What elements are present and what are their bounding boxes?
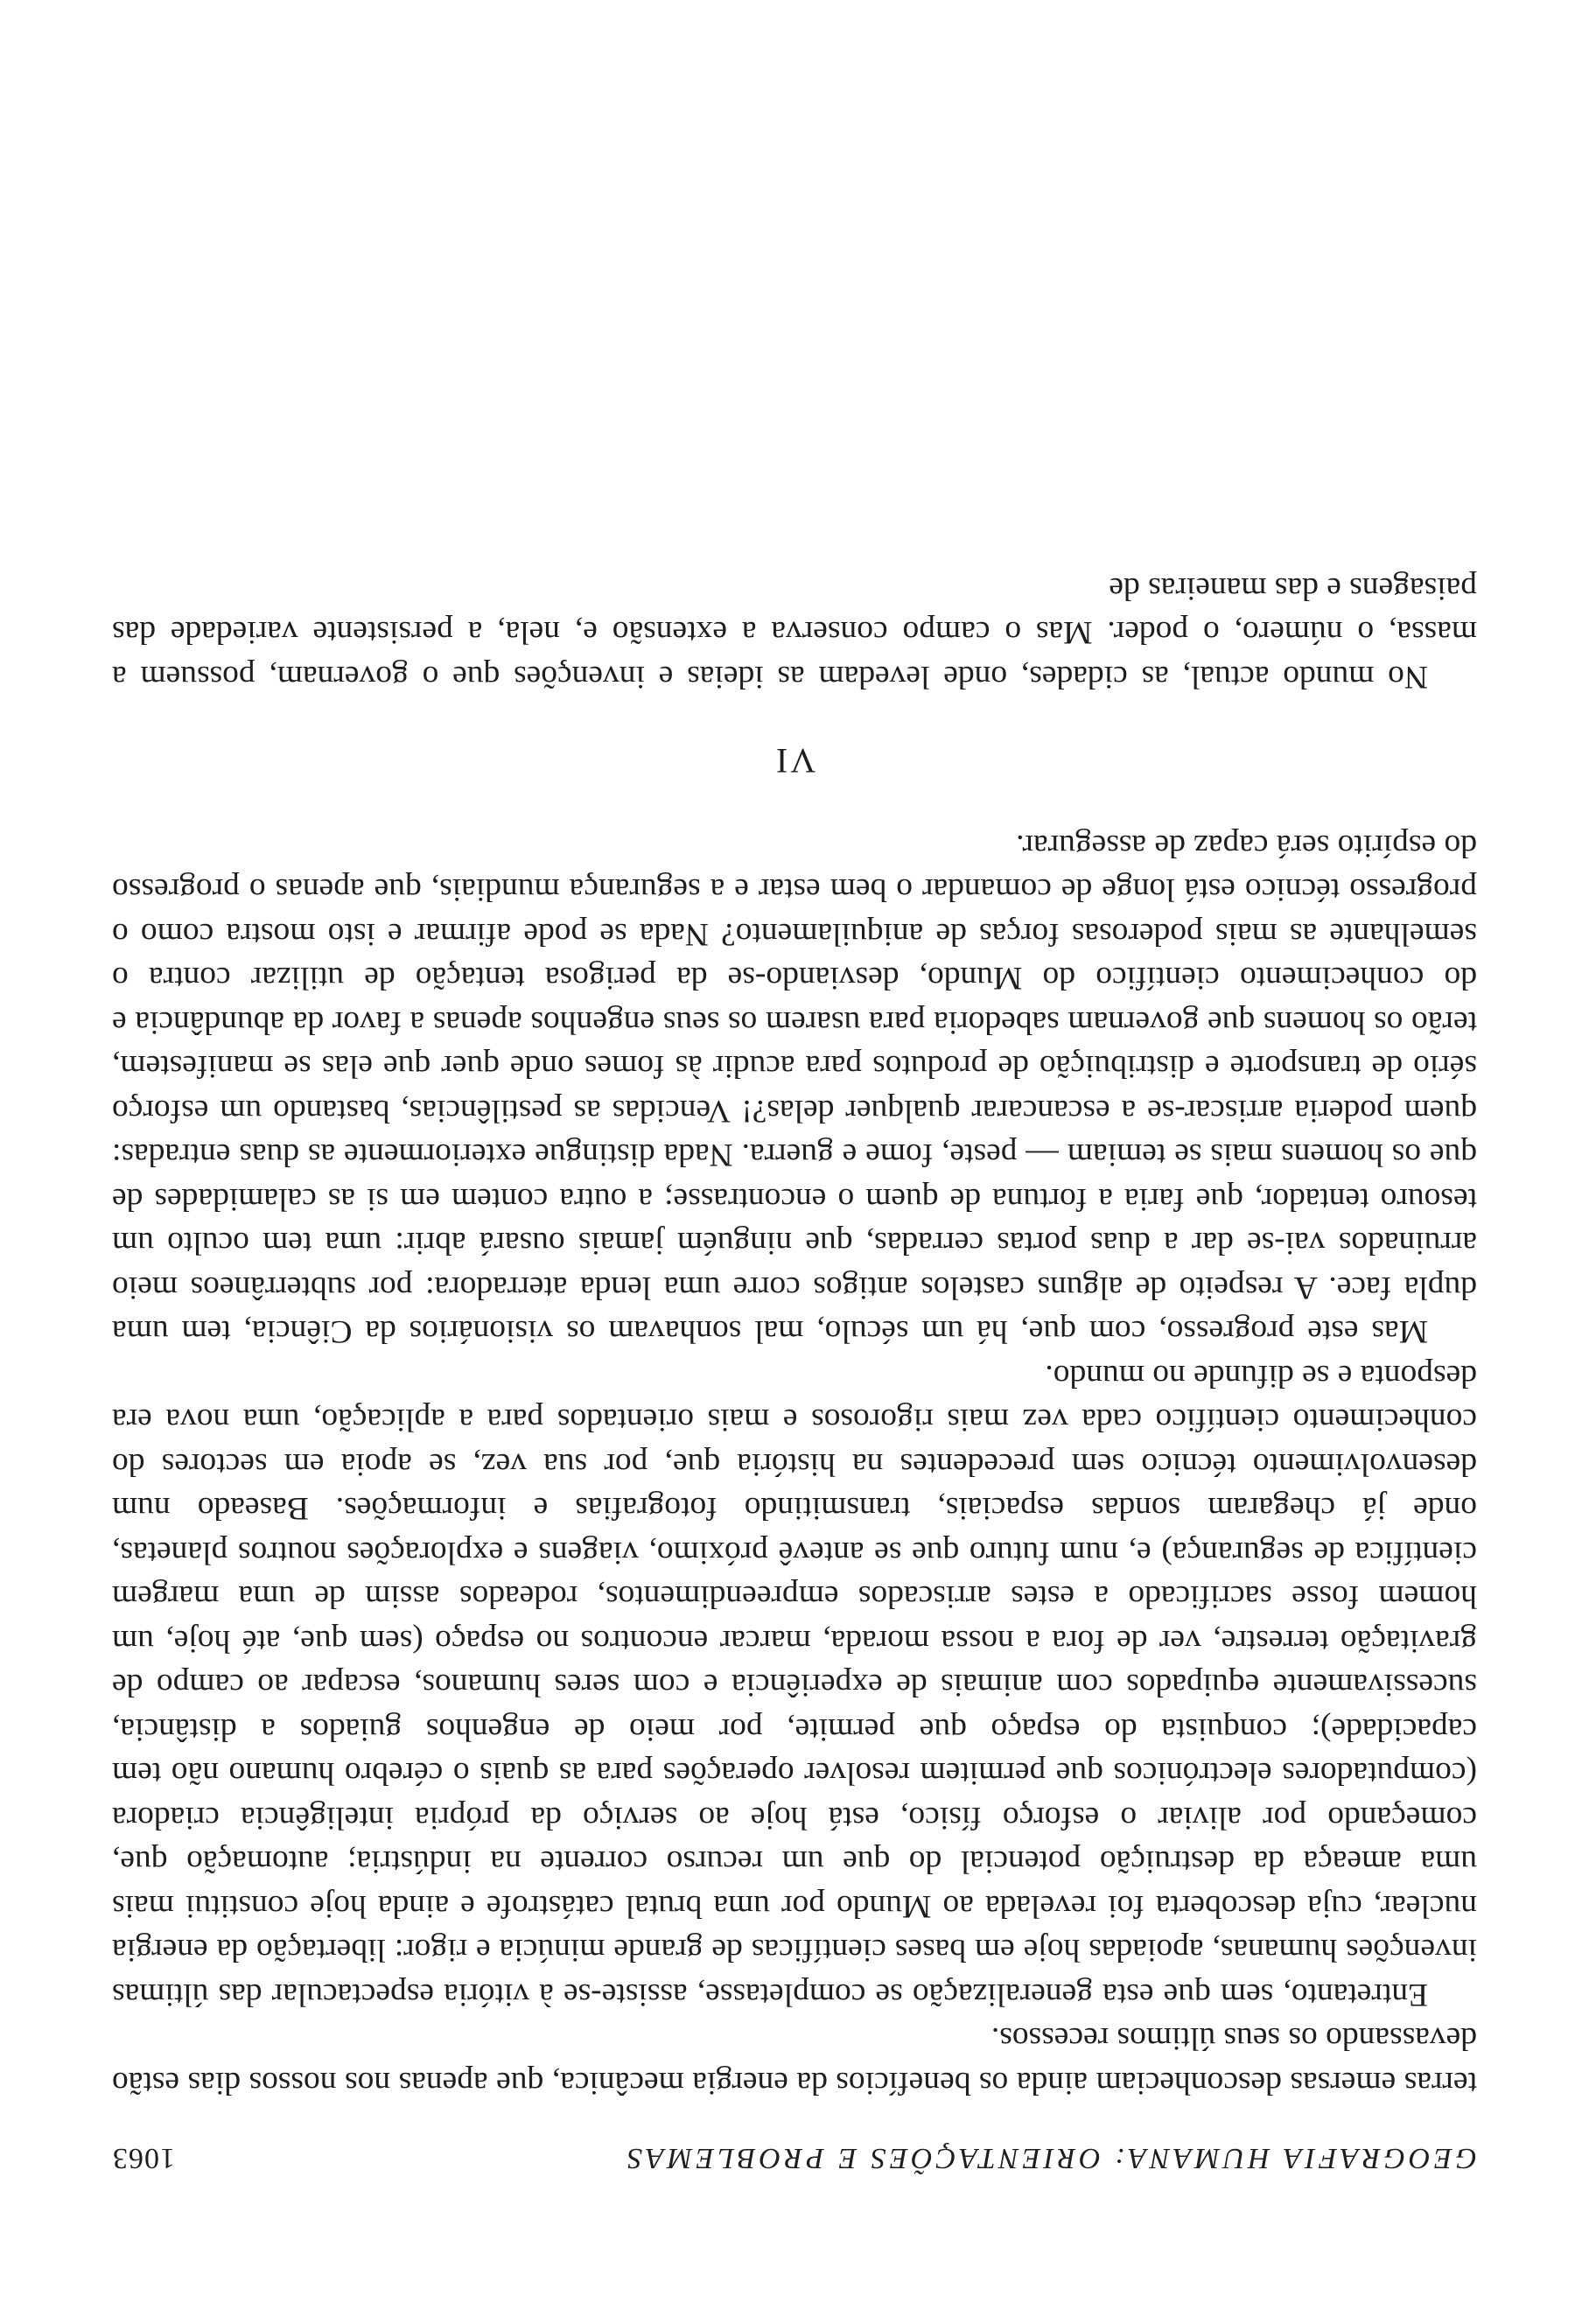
paragraph-continuation: terras emersas desconheciam ainda os benefícios da energia mecânica, que apenas nos nossos dias estão devassando os seus últimos recessos. bbox=[112, 2020, 1477, 2101]
page-number: 1063 bbox=[112, 2142, 175, 2174]
running-head bbox=[112, 2141, 1477, 2174]
paragraph: Mas este progresso, com que, há um século, mal sonhavam os visionários da Ciência, tem uma dupla face. A respeito de alguns castelos antigos corre uma lenda aterradora: por subterrâneos meio arruinados vai-se dar a duas portas cerradas, que ninguém jamais ousará abrir: uma tem oculto um tesouro tentador, que faria a fortuna de quem o encontrasse; a outra contem em si as calamidades de que os homens mais se temiam — peste, fome e guerra. Nada distingue exteriormente as duas entradas: quem poderia arriscar-se a escancarar qualquer delas?! Vencidas as pestilências, bastando um esforço sério de transporte e distribuição de produtos para acudir às fomes onde quer que elas se manifestem, terão os homens que governam sabedoria para usarem os seus engenhos apenas a favor da abundância e do conhecimento científico do Mundo, desviando-se da perigosa tentação de utilizar contra o semelhante as mais poderosas forças de aniquilamento? Nada se pode afirmar e isto mostra como o progresso técnico está longe de comandar o bem estar e a segurança mundiais, que apenas o progresso do espírito será capaz de assegurar. bbox=[112, 828, 1477, 1350]
running-head-title: GEOGRAFIA HUMANA: ORIENTAÇÕES E PROBLEMAS bbox=[624, 2142, 1477, 2174]
paragraph: No mundo actual, as cidades, onde levedam as ideias e invenções que o governam, possuem a massa, o número, o poder. Mas o campo conserva a extensão e, nela, a persistente variedade das paisagens e das maneiras de bbox=[112, 570, 1477, 695]
paragraph: Entretanto, sem que esta generalização se completasse, assiste-se à vitória espectacular das últimas invenções humanas, apoiadas hoje em bases científicas de grande minúcia e rigor: libertação da energia nuclear, cuja descoberta foi revelada ao Mundo por uma brutal catástrofe e ainda hoje constitui mais uma ameaça da destruição potencial do que um recurso corrente na indústria; automação que, começando por aliviar o esforço físico, está hoje ao serviço da própria inteligência criadora (computadores electrónicos que permitem resolver operações para as quais o cérebro humano não tem capacidade); conquista do espaço que permite, por meio de engenhos guiados a distância, sucessivamente equipados com animais de experiência e com seres humanos, escapar ao campo de gravitação terrestre, ver de fora a nossa morada, marcar encontros no espaço (sem que, até hoje, um homem fosse sacrificado a estes arriscados empreendimentos, rodeados assim de uma margem científica de segurança) e, num futuro que se antevê próximo, viagens e explorações noutros planetas, onde já chegaram sondas espaciais, transmitindo fotografias e informações. Baseado num desenvolvimento técnico sem precedentes na história que, por sua vez, se apoia em sectores do conhecimento científico cada vez mais rigorosos e mais orientados para a aplicação, uma nova era desponta e se difunde no mundo. bbox=[112, 1358, 1477, 2012]
text-block bbox=[112, 566, 1477, 2175]
section-heading: VI bbox=[773, 741, 816, 781]
